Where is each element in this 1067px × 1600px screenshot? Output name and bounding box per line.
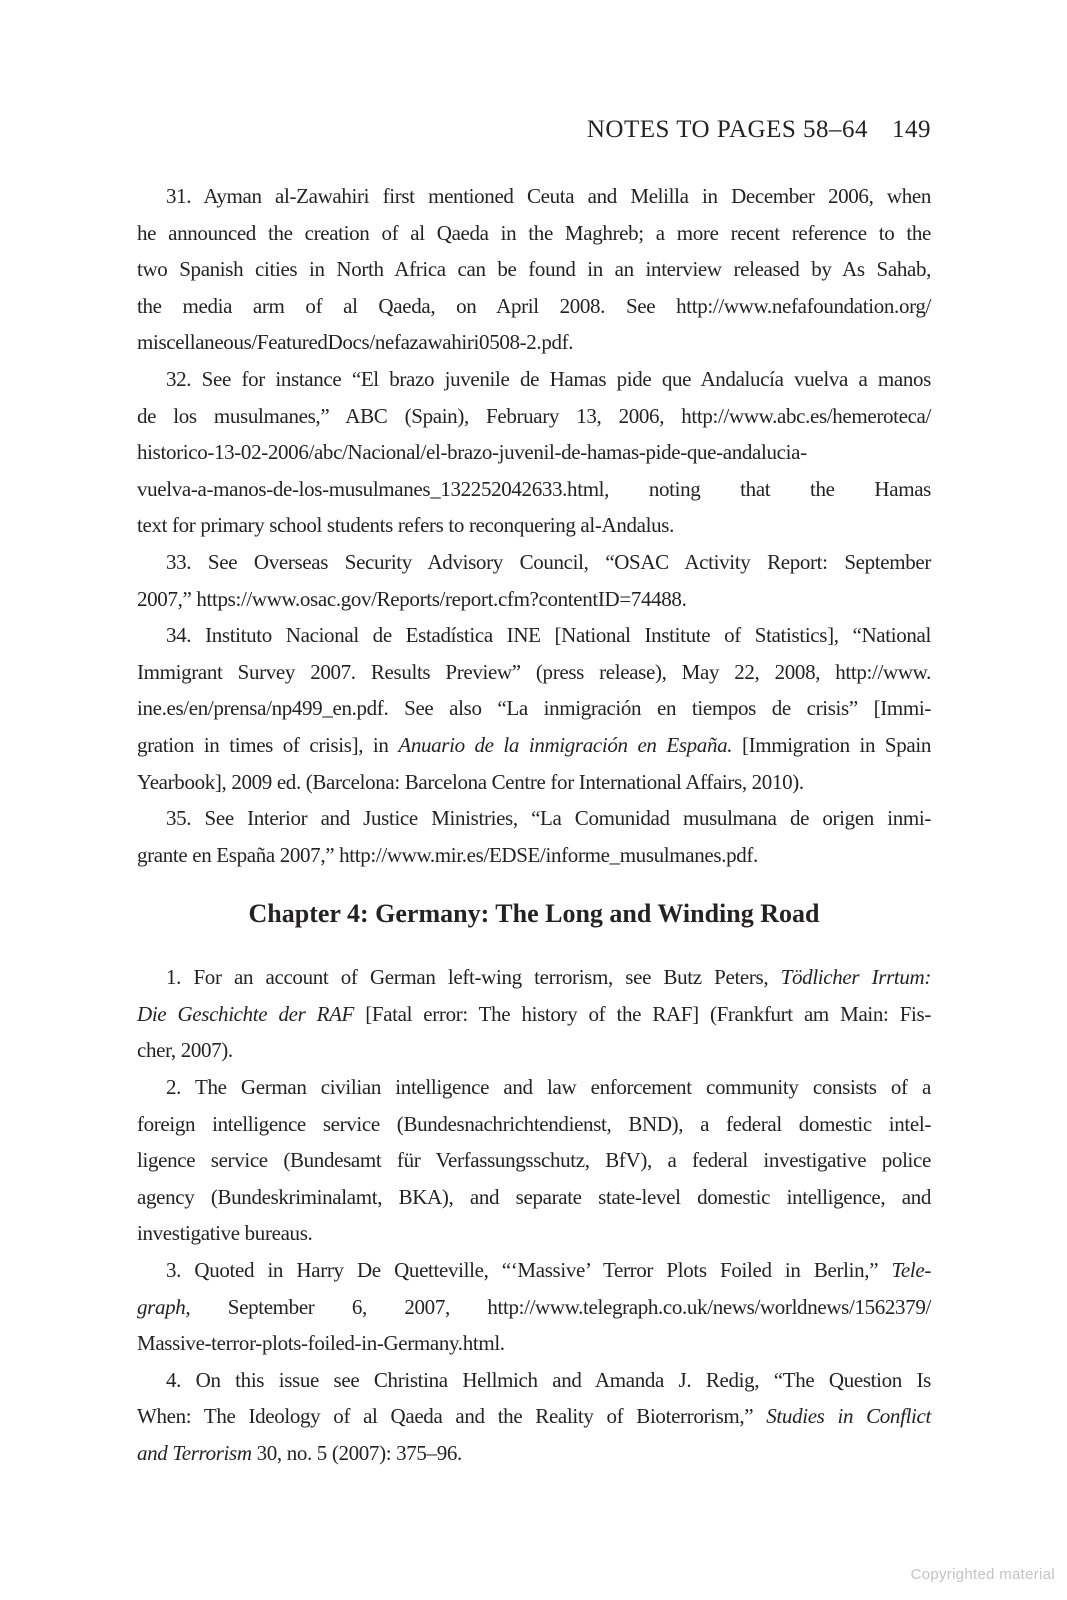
notes-body bbox=[137, 178, 931, 1472]
note-line bbox=[137, 800, 931, 837]
note-text: agency (Bundeskriminalamt, BKA), and separate state-level domestic intelligence, and bbox=[137, 1184, 931, 1209]
chapter-heading: Chapter 4: Germany: The Long and Winding Road bbox=[248, 899, 820, 929]
note-line bbox=[137, 764, 931, 801]
note-text: he announced the creation of al Qaeda in the Maghreb; a more recent reference to the bbox=[137, 220, 931, 245]
note-text: de los musulmanes,” ABC (Spain), February 13, 2006, http://www.abc.es/hemeroteca/ bbox=[137, 403, 931, 428]
note-text: text for primary school students refers to reconquering al-Andalus. bbox=[137, 513, 674, 538]
note-line bbox=[137, 581, 931, 618]
note-line bbox=[137, 1252, 931, 1289]
note-text-italic: Tödlicher Irrtum: bbox=[780, 965, 931, 990]
note-text: ligence service (Bundesamt für Verfassungsschutz, BfV), a federal investigative police bbox=[137, 1148, 931, 1173]
note-line bbox=[137, 727, 931, 764]
note-text: grante en España 2007,” http://www.mir.es/EDSE/informe_musulmanes.pdf. bbox=[137, 842, 758, 867]
note-text-italic: Anuario de la inmigración en España. bbox=[398, 732, 733, 757]
page-number: 149 bbox=[892, 116, 931, 143]
note-text: When: The Ideology of al Qaeda and the Reality of Bioterrorism,” bbox=[137, 1404, 767, 1429]
note-line bbox=[137, 471, 931, 508]
note-text: 35. See Interior and Justice Ministries, “La Comunidad musulmana de origen inmi- bbox=[166, 806, 931, 831]
note-line bbox=[137, 959, 931, 996]
note-paragraph bbox=[137, 178, 931, 361]
note-text-italic: Studies in Conflict bbox=[766, 1404, 931, 1429]
note-text: [Immigration in Spain bbox=[732, 732, 932, 757]
note-text: 4. On this issue see Christina Hellmich and Amanda J. Redig, “The Question Is bbox=[166, 1367, 931, 1392]
note-text: 32. See for instance “El brazo juvenile de Hamas pide que Andalucía vuelva a manos bbox=[166, 366, 931, 391]
note-line bbox=[137, 251, 931, 288]
note-text: 31. Ayman al-Zawahiri first mentioned Ceuta and Melilla in December 2006, when bbox=[166, 184, 931, 208]
note-line bbox=[137, 617, 931, 654]
note-text: 3. Quoted in Harry De Quetteville, “‘Massive’ Terror Plots Foiled in Berlin,” bbox=[166, 1258, 892, 1283]
note-text: September 6, 2007, http://www.telegraph.co.uk/news/worldnews/1562379/ bbox=[190, 1294, 931, 1319]
note-paragraph bbox=[137, 800, 931, 873]
note-text: 30, no. 5 (2007): 375–96. bbox=[251, 1441, 462, 1465]
note-line bbox=[137, 507, 931, 544]
note-line bbox=[137, 215, 931, 252]
note-text: 2007,” https://www.osac.gov/Reports/report.cfm?contentID=74488. bbox=[137, 586, 687, 611]
note-line bbox=[137, 1325, 931, 1362]
note-paragraph bbox=[137, 1069, 931, 1252]
note-text: the media arm of al Qaeda, on April 2008. See http://www.nefafoundation.org/ bbox=[137, 293, 931, 318]
note-line bbox=[137, 1215, 931, 1252]
note-text: ine.es/en/prensa/np499_en.pdf. See also “La inmigración en tiempos de crisis” [Immi- bbox=[137, 696, 931, 721]
notes-section-pages-58-64 bbox=[137, 178, 931, 873]
note-text: 33. See Overseas Security Advisory Council, “OSAC Activity Report: September bbox=[166, 549, 931, 574]
running-head bbox=[137, 116, 931, 144]
note-line bbox=[137, 1435, 931, 1472]
note-line bbox=[137, 996, 931, 1033]
note-text: Massive-terror-plots-foiled-in-Germany.html. bbox=[137, 1331, 505, 1356]
note-line bbox=[137, 1179, 931, 1216]
note-line bbox=[137, 288, 931, 325]
note-text: foreign intelligence service (Bundesnachrichtendienst, BND), a federal domestic intel- bbox=[137, 1111, 931, 1136]
note-line bbox=[137, 324, 931, 361]
note-line bbox=[137, 1362, 931, 1399]
note-line bbox=[137, 690, 931, 727]
note-line bbox=[137, 361, 931, 398]
note-text: investigative bureaus. bbox=[137, 1221, 313, 1246]
note-text: 2. The German civilian intelligence and law enforcement community consists of a bbox=[166, 1075, 931, 1100]
note-line bbox=[137, 1069, 931, 1106]
notes-section-chapter-4 bbox=[137, 959, 931, 1471]
note-text: vuelva-a-manos-de-los-musulmanes_132252042633.html, noting that the Hamas bbox=[137, 476, 931, 501]
note-text: 1. For an account of German left-wing terrorism, see Butz Peters, bbox=[166, 965, 781, 990]
note-text-italic: and Terrorism bbox=[137, 1441, 252, 1465]
running-head-title: NOTES TO PAGES 58–64 bbox=[586, 116, 868, 143]
note-line bbox=[137, 1289, 931, 1326]
copyright-watermark: Copyrighted material bbox=[910, 1566, 1055, 1583]
note-text: Immigrant Survey 2007. Results Preview” (press release), May 22, 2008, http://www. bbox=[137, 659, 931, 684]
note-paragraph bbox=[137, 617, 931, 800]
note-text-italic: graph, bbox=[137, 1294, 191, 1319]
note-paragraph bbox=[137, 959, 931, 1069]
note-line bbox=[137, 1106, 931, 1143]
note-paragraph bbox=[137, 361, 931, 544]
note-line bbox=[137, 1142, 931, 1179]
note-text: Yearbook], 2009 ed. (Barcelona: Barcelona Centre for International Affairs, 2010). bbox=[137, 769, 804, 794]
note-text: 34. Instituto Nacional de Estadística INE [National Institute of Statistics], “National bbox=[166, 623, 931, 648]
note-paragraph bbox=[137, 544, 931, 617]
note-text: two Spanish cities in North Africa can be found in an interview released by As Sahab, bbox=[137, 257, 931, 282]
note-paragraph bbox=[137, 1252, 931, 1362]
note-line bbox=[137, 434, 931, 471]
note-line bbox=[137, 1032, 931, 1069]
note-text: [Fatal error: The history of the RAF] (Frankfurt am Main: Fis- bbox=[354, 1001, 932, 1026]
note-text: miscellaneous/FeaturedDocs/nefazawahiri0508-2.pdf. bbox=[137, 330, 574, 355]
note-line bbox=[137, 178, 931, 215]
note-line bbox=[137, 544, 931, 581]
note-text: historico-13-02-2006/abc/Nacional/el-brazo-juvenil-de-hamas-pide-que-andalucia- bbox=[137, 440, 807, 465]
note-line bbox=[137, 654, 931, 691]
note-paragraph bbox=[137, 1362, 931, 1472]
note-text: cher, 2007). bbox=[137, 1038, 233, 1063]
note-line bbox=[137, 398, 931, 435]
note-text-italic: Tele- bbox=[891, 1258, 931, 1283]
note-line bbox=[137, 837, 931, 874]
note-line bbox=[137, 1398, 931, 1435]
note-text: gration in times of crisis], in bbox=[137, 732, 399, 757]
note-text-italic: Die Geschichte der RAF bbox=[137, 1001, 355, 1026]
